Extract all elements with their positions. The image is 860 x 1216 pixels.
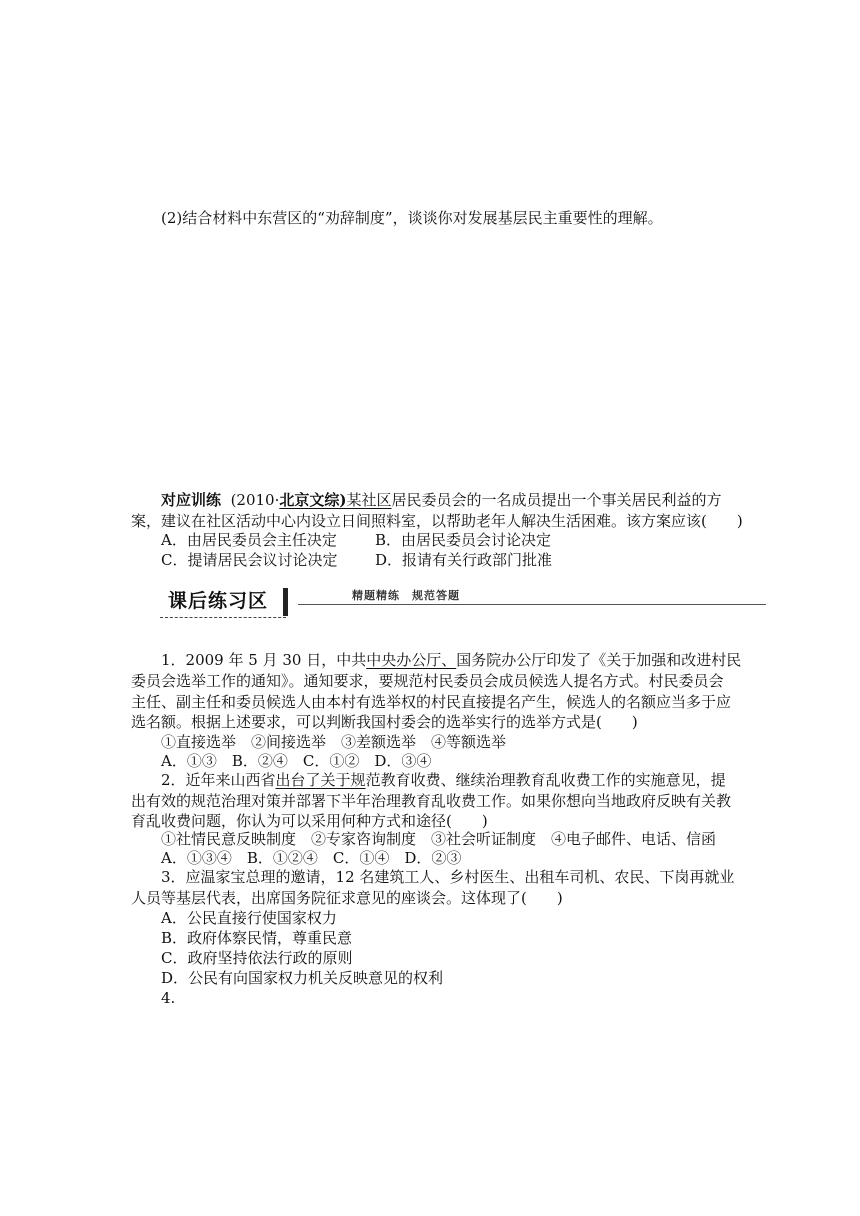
q4-number: 4. bbox=[161, 989, 176, 1007]
q1-underlined-text: 中央办公厅、 bbox=[366, 651, 457, 669]
q1-line-1-rest: 国务院办公厅印发了《关于加强和改进村民 bbox=[456, 651, 742, 669]
q2-options: A．①③④ B．①②④ C．①④ D．②③ bbox=[161, 849, 462, 867]
q3-option-d: D．公民有向国家权力机关反映意见的权利 bbox=[161, 969, 444, 987]
q3-line-1: 3．应温家宝总理的邀请，12 名建筑工人、乡村医生、出租车司机、农民、下岗再就业 bbox=[161, 868, 735, 886]
q1-line-4: 选名额。根据上述要求，可以判断我国村委会的选举实行的选举方式是( ) bbox=[131, 713, 638, 731]
q2-line-2: 出有效的规范治理对策并部署下半年治理教育乱收费工作。如果你想向当地政府反映有关教 bbox=[131, 792, 732, 810]
practice-option-a: A．由居民委员会主任决定 bbox=[161, 531, 337, 549]
practice-stem-underlined: 某社区 bbox=[346, 491, 392, 509]
question-2-prompt: (2)结合材料中东营区的“劝辞制度”，谈谈你对发展基层民主重要性的理解。 bbox=[161, 209, 663, 227]
practice-line-1 bbox=[161, 490, 722, 511]
q2-line-3: 育乱收费问题，你认为可以采用何种方式和途径( ) bbox=[131, 812, 488, 830]
q3-line-2: 人员等基层代表，出席国务院征求意见的座谈会。这体现了( ) bbox=[131, 889, 563, 907]
q1-line-1 bbox=[161, 650, 741, 671]
practice-label: 对应训练 bbox=[161, 491, 222, 509]
section-title: 课后练习区 bbox=[168, 590, 269, 612]
q1-line-2: 委员会选举工作的通知》。通知要求，要规范村民委员会成员候选人提名方式。村民委员会 bbox=[131, 672, 724, 690]
q2-underlined-text: 出台了关于规 bbox=[275, 771, 366, 789]
practice-option-c: C．提请居民会议讨论决定 bbox=[161, 551, 338, 569]
q2-line-1-rest: 范教育收费、继续治理教育乱收费工作的实施意见，提 bbox=[365, 771, 726, 789]
q2-line-1-prefix: 2．近年来山西省 bbox=[161, 771, 276, 789]
practice-source-prefix: (2010· bbox=[230, 491, 280, 509]
section-rule bbox=[298, 604, 766, 605]
section-subtitle: 精题精练 规范答题 bbox=[352, 589, 460, 602]
section-header bbox=[160, 588, 288, 616]
q3-option-a: A．公民直接行使国家权力 bbox=[161, 909, 337, 927]
practice-line-2: 案，建议在社区活动中心内设立日间照料室，以帮助老年人解决生活困难。该方案应该( ) bbox=[131, 512, 743, 530]
q1-line-1-prefix: 1．2009 年 5 月 30 日，中共 bbox=[161, 651, 367, 669]
practice-source: 北京文综) bbox=[279, 491, 347, 509]
q1-items: ①直接选举 ②间接选举 ③差额选举 ④等额选举 bbox=[161, 733, 507, 751]
practice-stem-rest: 居民委员会的一名成员提出一个事关居民利益的方 bbox=[391, 491, 722, 509]
q2-line-1 bbox=[161, 770, 726, 791]
section-title-dashed-underline bbox=[160, 617, 286, 618]
q3-option-c: C．政府坚持依法行政的原则 bbox=[161, 949, 353, 967]
q3-option-b: B．政府体察民情，尊重民意 bbox=[161, 929, 353, 947]
practice-option-d: D．报请有关行政部门批准 bbox=[375, 551, 553, 569]
q1-options: A．①③ B．②④ C．①② D．③④ bbox=[161, 752, 432, 770]
q1-line-3: 主任、副主任和委员候选人由本村有选举权的村民直接提名产生，候选人的名额应当多于应 bbox=[131, 693, 732, 711]
practice-option-b: B．由居民委员会讨论决定 bbox=[375, 531, 552, 549]
q2-items: ①社情民意反映制度 ②专家咨询制度 ③社会听证制度 ④电子邮件、电话、信函 bbox=[161, 830, 717, 848]
